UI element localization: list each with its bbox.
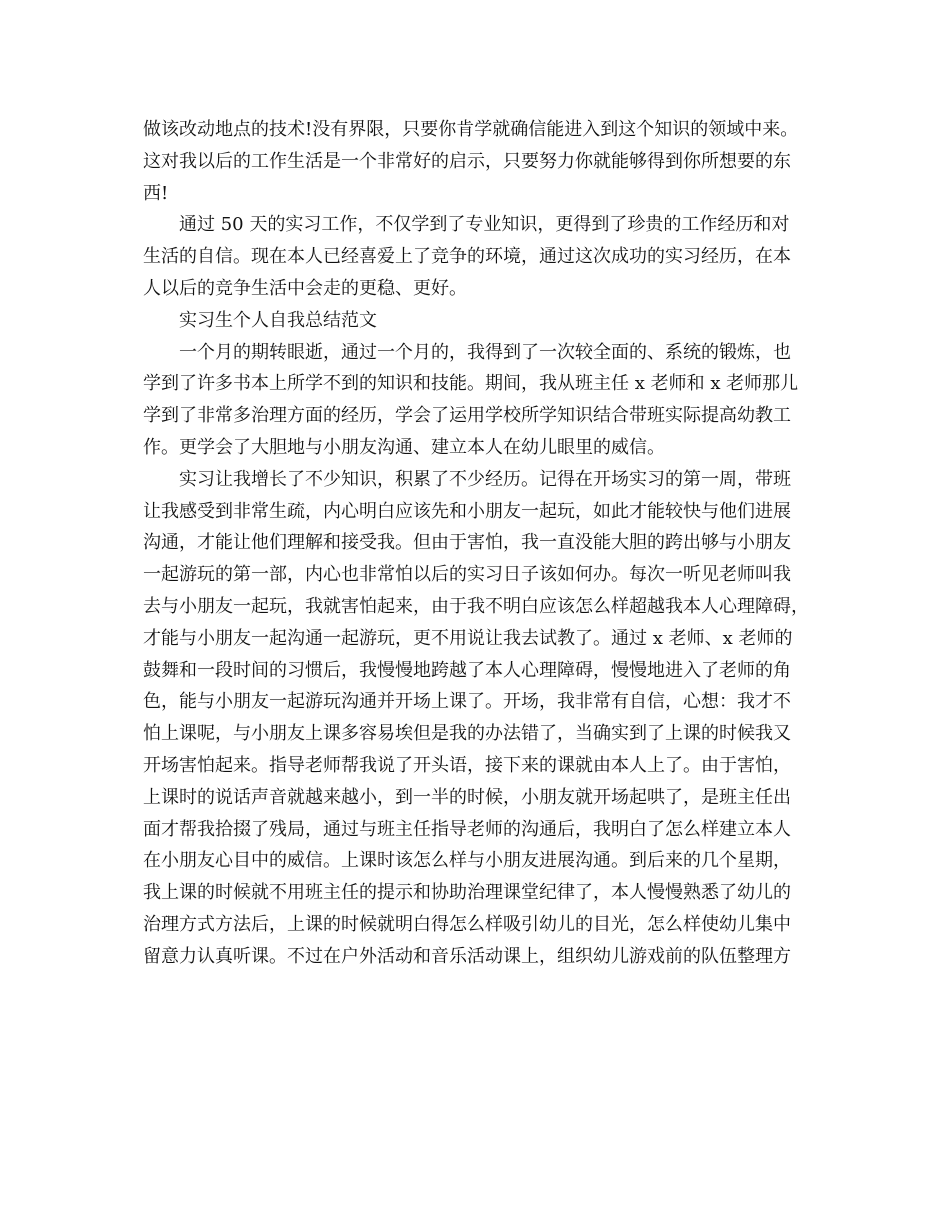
text-line: 留意力认真听课。不过在户外活动和音乐活动课上，组织幼儿游戏前的队伍整理方 <box>143 945 791 967</box>
text-line: 上课时的说话声音就越来越小，到一半的时候，小朋友就开场起哄了，是班主任出 <box>143 786 791 808</box>
text-line: 怕上课呢，与小朋友上课多容易埃但是我的办法错了，当确实到了上课的时候我又 <box>143 723 791 745</box>
body-text <box>143 114 833 973</box>
text-line: 去与小朋友一起玩，我就害怕起来，由于我不明白应该怎么样超越我本人心理障碍， <box>143 595 809 617</box>
text-line: 我上课的时候就不用班主任的提示和协助治理课堂纪律了，本人慢慢熟悉了幼儿的 <box>143 882 791 904</box>
text-line: 才能与小朋友一起沟通一起游玩，更不用说让我去试教了。通过 x 老师、x 老师的 <box>143 627 793 649</box>
text-line: 开场害怕起来。指导老师帮我说了开头语，接下来的课就由本人上了。由于害怕， <box>143 754 791 776</box>
text-line: 这对我以后的工作生活是一个非常好的启示，只要努力你就能够得到你所想要的东 <box>143 150 791 172</box>
text-line: 一个月的期转眼逝，通过一个月的，我得到了一次较全面的、系统的锻炼，也 <box>179 341 791 363</box>
text-line: 西! <box>143 182 169 204</box>
text-line: 沟通，才能让他们理解和接受我。但由于害怕，我一直没能大胆的跨出够与小朋友 <box>143 532 791 554</box>
text-line: 色，能与小朋友一起游玩沟通并开场上课了。开场，我非常有自信，心想：我才不 <box>143 691 791 713</box>
text-line: 作。更学会了大胆地与小朋友沟通、建立本人在幼儿眼里的威信。 <box>143 436 665 458</box>
text-line: 一起游玩的第一部，内心也非常怕以后的实习日子该如何办。每次一听见老师叫我 <box>143 564 791 586</box>
text-line: 通过 50 天的实习工作，不仅学到了专业知识，更得到了珍贵的工作经历和对 <box>179 214 790 236</box>
text-line: 鼓舞和一段时间的习惯后，我慢慢地跨越了本人心理障碍，慢慢地进入了老师的角 <box>143 659 791 681</box>
text-line: 在小朋友心目中的威信。上课时该怎么样与小朋友进展沟通。到后来的几个星期， <box>143 850 791 872</box>
text-line: 实习生个人自我总结范文 <box>179 309 377 331</box>
text-line: 面才帮我拾掇了残局，通过与班主任指导老师的沟通后，我明白了怎么样建立本人 <box>143 818 791 840</box>
text-line: 人以后的竞争生活中会走的更稳、更好。 <box>143 277 467 299</box>
text-line: 让我感受到非常生疏，内心明白应该先和小朋友一起玩，如此才能较快与他们进展 <box>143 500 791 522</box>
text-line: 做该改动地点的技术!没有界限，只要你肯学就确信能进入到这个知识的领域中来。 <box>143 119 799 140</box>
text-line: 学到了非常多治理方面的经历，学会了运用学校所学知识结合带班实际提高幼教工 <box>143 405 791 427</box>
text-line: 治理方式方法后，上课的时候就明白得怎么样吸引幼儿的目光，怎么样使幼儿集中 <box>143 913 791 935</box>
text-line: 生活的自信。现在本人已经喜爱上了竞争的环境，通过这次成功的实习经历，在本 <box>143 246 791 268</box>
text-line: 实习让我增长了不少知识，积累了不少经历。记得在开场实习的第一周，带班 <box>179 468 791 490</box>
text-line: 学到了许多书本上所学不到的知识和技能。期间，我从班主任 x 老师和 x 老师那儿 <box>143 373 799 395</box>
